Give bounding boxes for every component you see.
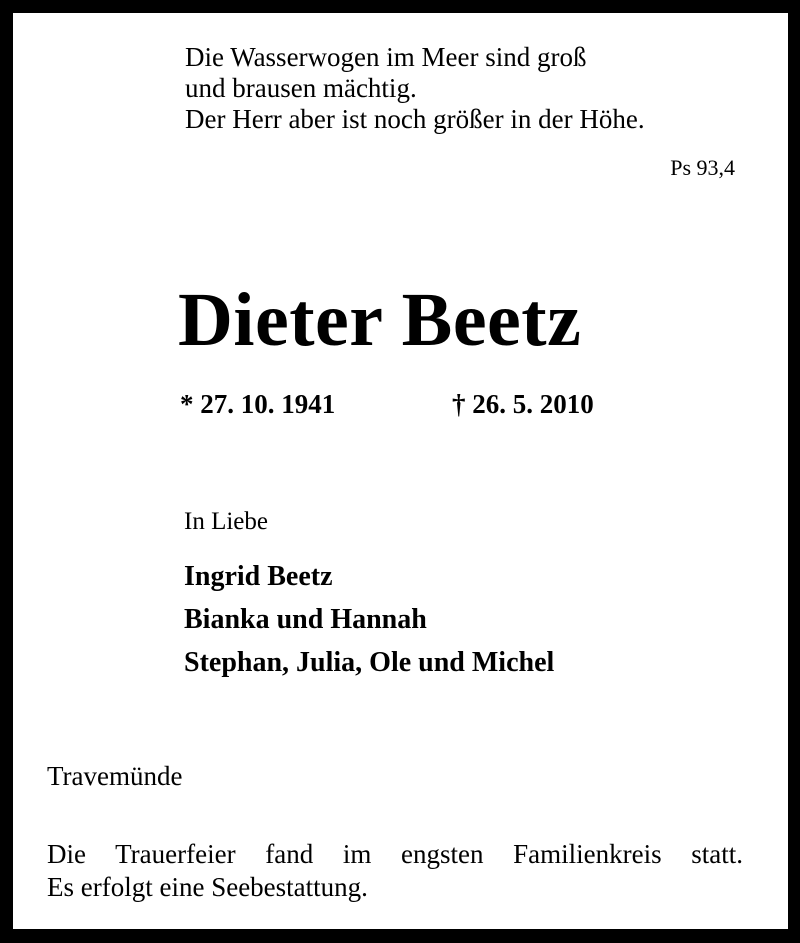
mourner-name: Stephan, Julia, Ole und Michel: [184, 647, 555, 678]
mourners-intro: In Liebe: [184, 508, 268, 535]
bible-verse: [185, 42, 765, 135]
deceased-name: Dieter Beetz: [178, 278, 582, 362]
place-name: Travemünde: [47, 761, 183, 791]
birth-date: * 27. 10. 1941: [180, 389, 336, 419]
verse-line: Die Wasserwogen im Meer sind groß: [185, 42, 587, 72]
note-line: Es erfolgt eine Seebestattung.: [47, 872, 368, 902]
note-line: Die Trauerfeier fand im engsten Familienkreis statt.: [47, 839, 743, 869]
verse-reference: Ps 93,4: [670, 155, 735, 180]
life-dates: [180, 386, 660, 422]
verse-line: Der Herr aber ist noch größer in der Höhe.: [185, 104, 645, 134]
mourner-name: Ingrid Beetz: [184, 561, 333, 592]
verse-line: und brausen mächtig.: [185, 73, 417, 103]
funeral-note: [47, 838, 743, 904]
death-date: † 26. 5. 2010: [452, 389, 594, 419]
mourner-name: Bianka und Hannah: [184, 604, 427, 635]
mourners-list: [184, 555, 554, 684]
